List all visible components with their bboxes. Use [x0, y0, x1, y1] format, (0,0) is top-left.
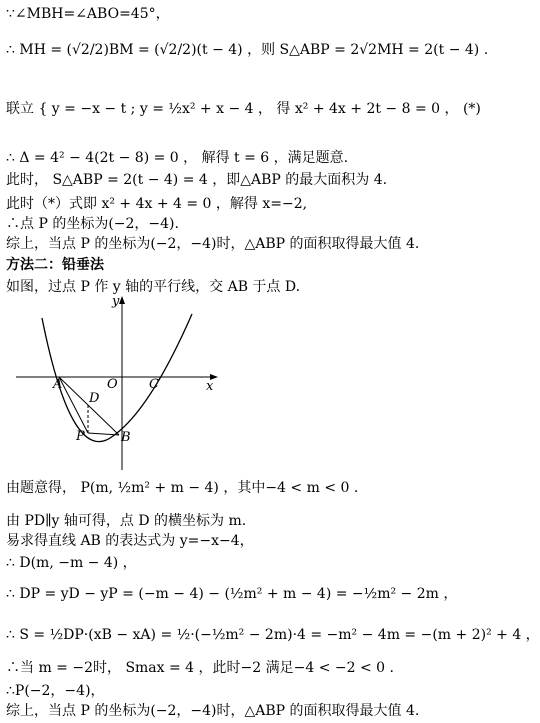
text-line-l19: 综上，当点 P 的坐标为(−2，−4)时，△ABP 的面积取得最大值 4. [6, 703, 420, 719]
text-line-l17: ∴当 m = −2时， Smax = 4 ，此时−2 满足−4 < −2 < 0 . [6, 660, 394, 676]
y-axis-arrow-icon [119, 296, 125, 304]
text-line-l13: 易求得直线 AB 的表达式为 y=−x−4， [6, 533, 254, 549]
text-line-l03: 联立 { y = −x − t ; y = ½x² + x − 4 ， 得 x² + 4x + 2t − 8 = 0 ， (*) [6, 101, 481, 117]
segment-pb [88, 433, 119, 435]
text-line-l14: ∴ D(m, −m − 4) ， [6, 555, 137, 571]
text-line-l01: ∵∠MBH=∠ABO=45°， [6, 6, 170, 22]
label-x: x [206, 379, 214, 394]
text-line-l04: ∴ Δ = 4² − 4(2t − 8) = 0 ， 解得 t = 6 ，满足题意. [6, 150, 349, 166]
text-line-l11: 由题意得， P(m, ½m² + m − 4) ，其中−4 < m < 0 . [6, 480, 359, 496]
text-line-l07: ∴点 P 的坐标为(−2，−4). [6, 216, 179, 232]
label-p: P [76, 429, 85, 444]
text-line-l09: 方法二：铅垂法 [6, 257, 104, 273]
text-line-l18: ∴P(−2，−4)， [6, 683, 105, 699]
text-line-l02: ∴ MH = (√2/2)BM = (√2/2)(t − 4) ，则 S△ABP = 2√2MH = 2(t − 4) . [6, 42, 489, 58]
text-line-l08: 综上，当点 P 的坐标为(−2，−4)时，△ABP 的面积取得最大值 4. [6, 236, 420, 252]
label-d: D [89, 391, 100, 406]
label-o: O [107, 377, 118, 392]
label-y: y [112, 294, 120, 309]
text-line-l16: ∴ S = ½DP·(xB − xA) = ½·(−½m² − 2m)·4 = −m² − 4m = −(m + 2)² + 4 ， [6, 627, 540, 643]
text-line-l05: 此时， S△ABP = 2(t − 4) = 4 ，即△ABP 的最大面积为 4. [6, 172, 388, 188]
label-c: C [149, 377, 159, 392]
text-line-l15: ∴ DP = yD − yP = (−m − 4) − (½m² + m − 4) = −½m² − 2m ， [6, 586, 458, 602]
label-a: A [53, 377, 63, 392]
segment-ap [59, 377, 88, 433]
text-line-l06: 此时（*）式即 x² + 4x + 4 = 0 ，解得 x=−2, [6, 196, 308, 212]
text-line-l12: 由 PD∥y 轴可得，点 D 的横坐标为 m. [6, 513, 247, 529]
text-line-l10: 如图，过点 P 作 y 轴的平行线，交 AB 于点 D. [6, 279, 301, 295]
label-b: B [121, 430, 131, 445]
